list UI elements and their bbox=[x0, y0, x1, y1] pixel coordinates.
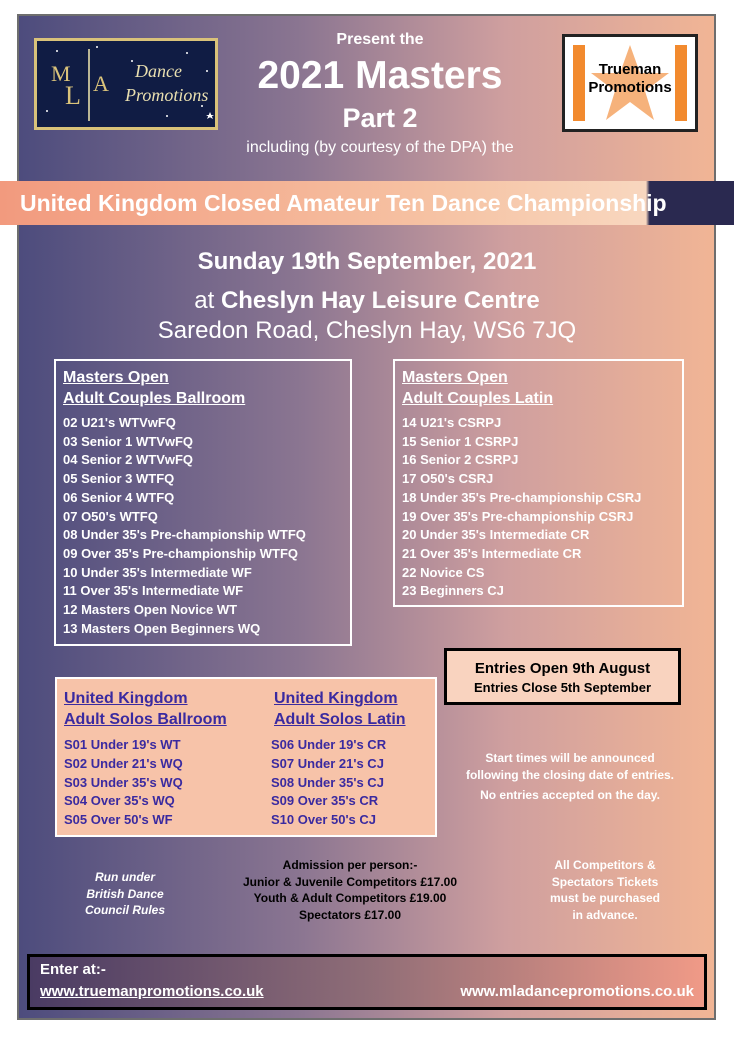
latin-events-box bbox=[393, 359, 684, 607]
list-item: S04 Over 35's WQ bbox=[64, 793, 175, 809]
rules-line-2: British Dance bbox=[86, 886, 164, 901]
tickets-line-4: in advance. bbox=[572, 907, 638, 922]
part-text: Part 2 bbox=[342, 103, 418, 133]
list-item: S05 Over 50's WF bbox=[64, 812, 173, 828]
venue-name: Cheslyn Hay Leisure Centre bbox=[220, 287, 540, 314]
mla-dance-promotions-logo bbox=[34, 38, 218, 130]
event-venue-line bbox=[0, 286, 734, 316]
list-item: 13 Masters Open Beginners WQ bbox=[63, 620, 261, 636]
list-item: 20 Under 35's Intermediate CR bbox=[402, 527, 590, 543]
start-times-line-2: following the closing date of entries. bbox=[465, 767, 674, 782]
rules-line-1: Run under bbox=[95, 870, 155, 884]
list-item: S02 Under 21's WQ bbox=[64, 755, 183, 771]
list-item: S06 Under 19's CR bbox=[271, 737, 387, 752]
event-address: Saredon Road, Cheslyn Hay, WS6 7JQ bbox=[157, 317, 577, 344]
list-item: 07 O50's WTFQ bbox=[63, 508, 158, 524]
start-times-line-1: Start times will be announced bbox=[485, 751, 655, 765]
list-item: S09 Over 35's CR bbox=[271, 793, 379, 809]
list-item: 06 Senior 4 WTFQ bbox=[63, 489, 175, 505]
list-item: 10 Under 35's Intermediate WF bbox=[63, 564, 252, 580]
solos-ballroom-list bbox=[64, 736, 227, 830]
footer-enter-bar bbox=[27, 954, 707, 1010]
list-item: S01 Under 19's WT bbox=[64, 737, 181, 752]
logo-text-promotions: Promotions bbox=[125, 85, 209, 105]
ballroom-events-list bbox=[63, 414, 350, 638]
list-item: 04 Senior 2 WTVwFQ bbox=[63, 452, 194, 468]
list-item: 15 Senior 1 CSRPJ bbox=[402, 433, 519, 449]
list-item: 03 Senior 1 WTVwFQ bbox=[63, 433, 194, 449]
list-item: 18 Under 35's Pre-championship CSRJ bbox=[402, 489, 642, 505]
solos-ballroom-heading-2: Adult Solos Ballroom bbox=[64, 711, 227, 728]
list-item: S03 Under 35's WQ bbox=[64, 774, 183, 790]
latin-events-list bbox=[402, 414, 682, 601]
logo-text-trueman: Trueman bbox=[598, 61, 662, 78]
no-entries-line: No entries accepted on the day. bbox=[480, 788, 660, 802]
championship-banner bbox=[0, 181, 734, 225]
admission-prices bbox=[200, 857, 500, 923]
admission-line-2: Youth & Adult Competitors £19.00 bbox=[253, 891, 447, 905]
list-item: 12 Masters Open Novice WT bbox=[63, 602, 238, 618]
list-item: S07 Under 21's CJ bbox=[271, 755, 384, 771]
courtesy-text: including (by courtesy of the DPA) the bbox=[246, 139, 514, 156]
list-item: 22 Novice CS bbox=[402, 564, 485, 580]
tickets-note bbox=[520, 857, 690, 923]
list-item: 08 Under 35's Pre-championship WTFQ bbox=[63, 527, 306, 543]
logo-letter-l: L bbox=[65, 81, 81, 110]
list-item: 02 U21's WTVwFQ bbox=[63, 415, 176, 430]
event-date: Sunday 19th September, 2021 bbox=[197, 248, 537, 275]
championship-title: United Kingdom Closed Amateur Ten Dance Championship bbox=[20, 190, 667, 216]
page-title: 2021 Masters bbox=[257, 54, 503, 97]
list-item: 05 Senior 3 WTFQ bbox=[63, 471, 175, 487]
ballroom-heading-1: Masters Open bbox=[63, 369, 169, 386]
entries-close: Entries Close 5th September bbox=[474, 680, 651, 695]
at-text: at bbox=[194, 287, 215, 314]
present-text: Present the bbox=[336, 31, 424, 48]
trueman-promotions-logo bbox=[562, 34, 698, 132]
solos-latin-column bbox=[271, 688, 406, 830]
logo-text-dance: Dance bbox=[135, 61, 182, 81]
list-item: 21 Over 35's Intermediate CR bbox=[402, 545, 582, 561]
tickets-line-2: Spectators Tickets bbox=[551, 874, 659, 889]
list-item: S10 Over 50's CJ bbox=[271, 812, 376, 828]
ballroom-heading-2: Adult Couples Ballroom bbox=[63, 390, 246, 407]
entries-open: Entries Open 9th August bbox=[474, 660, 651, 677]
enter-at-label: Enter at:- bbox=[40, 961, 106, 978]
ballroom-events-box bbox=[54, 359, 352, 646]
list-item: 11 Over 35's Intermediate WF bbox=[63, 583, 244, 599]
logo-text-promotions: Promotions bbox=[588, 79, 672, 96]
admission-line-3: Spectators £17.00 bbox=[298, 907, 402, 922]
admission-line-1: Junior & Juvenile Competitors £17.00 bbox=[242, 874, 458, 889]
list-item: 16 Senior 2 CSRPJ bbox=[402, 452, 519, 468]
rules-note bbox=[60, 869, 190, 919]
logo-letter-a: A bbox=[93, 71, 109, 96]
latin-heading-1: Masters Open bbox=[402, 369, 508, 386]
list-item: 17 O50's CSRJ bbox=[402, 471, 494, 487]
solos-ballroom-column bbox=[64, 688, 227, 830]
rules-line-3: Council Rules bbox=[84, 903, 165, 917]
solos-latin-heading-1: United Kingdom bbox=[274, 690, 398, 707]
tickets-line-1: All Competitors & bbox=[554, 858, 656, 872]
trueman-promotions-link[interactable]: www.truemanpromotions.co.uk bbox=[40, 983, 264, 1000]
list-item: S08 Under 35's CJ bbox=[271, 774, 384, 790]
start-times-note bbox=[440, 750, 700, 804]
list-item: 14 U21's CSRPJ bbox=[402, 415, 502, 430]
entries-dates-box bbox=[444, 648, 681, 705]
list-item: 19 Over 35's Pre-championship CSRJ bbox=[402, 508, 634, 524]
mla-dance-promotions-link[interactable]: www.mladancepromotions.co.uk bbox=[460, 983, 694, 1000]
latin-heading-2: Adult Couples Latin bbox=[402, 390, 554, 407]
solos-events-box bbox=[55, 677, 437, 837]
solos-latin-list bbox=[271, 736, 406, 830]
solos-ballroom-heading-1: United Kingdom bbox=[64, 690, 188, 707]
admission-title: Admission per person:- bbox=[282, 858, 418, 872]
logo-letter-m: M bbox=[51, 61, 71, 86]
list-item: 23 Beginners CJ bbox=[402, 583, 504, 599]
list-item: 09 Over 35's Pre-championship WTFQ bbox=[63, 545, 298, 561]
solos-latin-heading-2: Adult Solos Latin bbox=[274, 711, 406, 728]
tickets-line-3: must be purchased bbox=[549, 891, 661, 905]
